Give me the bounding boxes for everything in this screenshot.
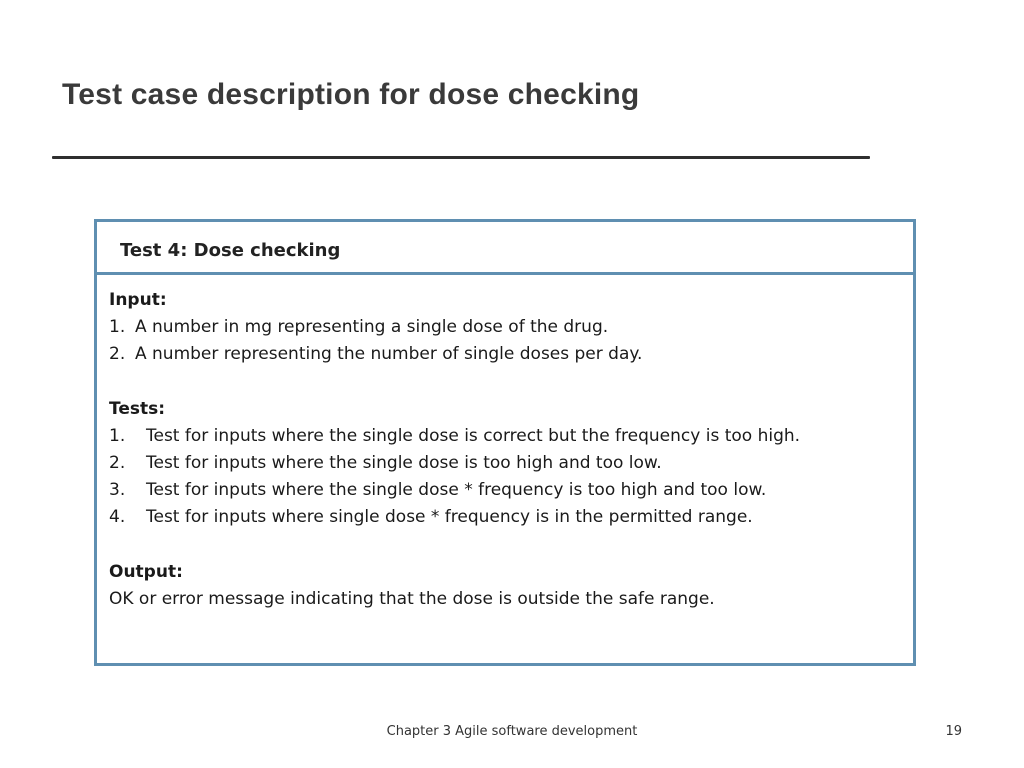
test-case-box <box>94 219 916 666</box>
test-case-body <box>97 275 913 613</box>
test-item-number: 3. <box>109 480 126 501</box>
test-item-number: 2. <box>109 453 126 474</box>
test-item <box>109 423 899 450</box>
input-heading: Input: <box>109 290 167 310</box>
input-item-text: A number representing the number of single doses per day. <box>135 344 643 365</box>
input-section <box>109 287 899 369</box>
test-item-text: Test for inputs where single dose * frequency is in the permitted range. <box>146 507 753 528</box>
title-underline <box>52 156 870 159</box>
tests-heading: Tests: <box>109 398 166 419</box>
input-item-text: A number in mg representing a single dose of the drug. <box>135 317 609 338</box>
test-item <box>109 504 899 531</box>
slide-footer: Chapter 3 Agile software development <box>386 724 638 739</box>
test-item-text: Test for inputs where the single dose * frequency is too high and too low. <box>146 480 767 501</box>
output-heading: Output: <box>109 561 183 582</box>
tests-section <box>109 396 899 532</box>
slide-number: 19 <box>945 724 962 739</box>
output-section <box>109 559 899 613</box>
test-item-text: Test for inputs where the single dose is too high and too low. <box>146 453 662 474</box>
test-item-number: 4. <box>109 507 126 528</box>
input-item-number: 1. <box>109 317 126 338</box>
input-item <box>109 341 899 368</box>
input-item <box>109 314 899 341</box>
test-item <box>109 450 899 477</box>
test-item-number: 1. <box>109 425 126 446</box>
test-item-text: Test for inputs where the single dose is correct but the frequency is too high. <box>146 425 801 446</box>
test-case-header: Test 4: Dose checking <box>97 222 913 275</box>
output-text: OK or error message indicating that the dose is outside the safe range. <box>109 588 715 609</box>
slide-title: Test case description for dose checking <box>62 78 640 111</box>
input-item-number: 2. <box>109 344 126 365</box>
test-item <box>109 477 899 504</box>
